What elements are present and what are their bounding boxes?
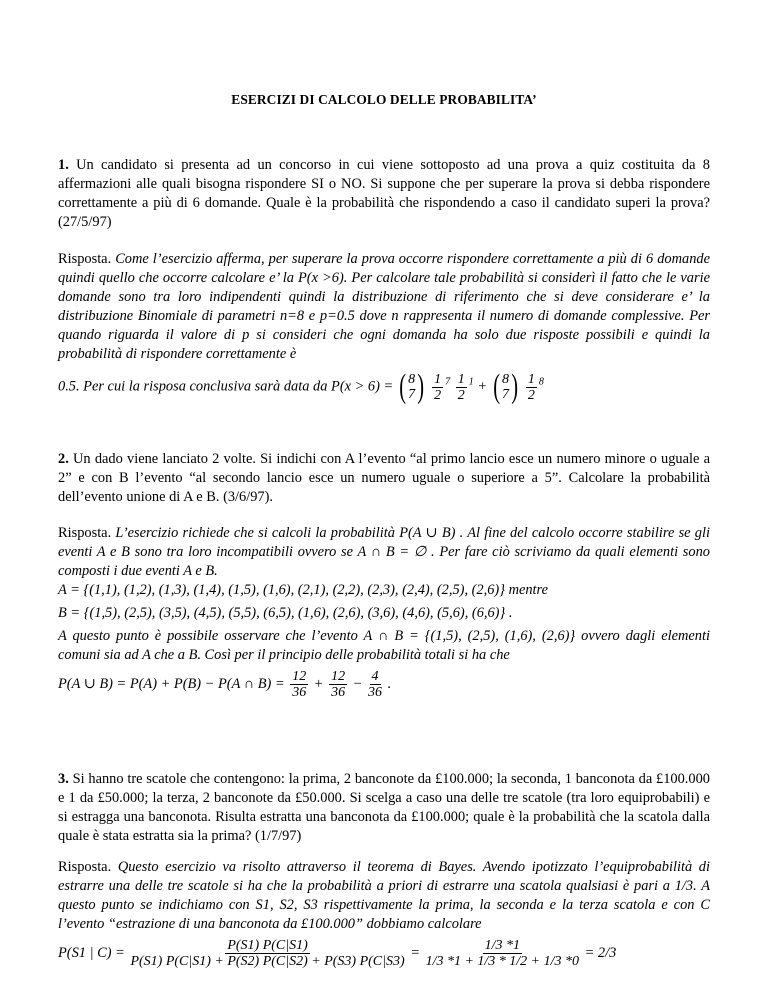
answer-conclusion: 0.5. Per cui la risposa conclusiva sarà data da — [58, 378, 328, 395]
frac-num: 12 — [292, 669, 307, 684]
answer-text-2: A questo punto è possibile osservare che l’evento A ∩ B = {(1,5), (2,5), (1,6), (2,6)} ovvero dagli elementi comuni sia ad A che a B. Così per il principio delle probabilità totali si ha che — [58, 628, 710, 663]
frac-den: 36 — [331, 685, 346, 700]
frac-num: 1 — [457, 371, 465, 387]
frac-den: 2 — [527, 387, 535, 403]
exercise-question: Un dado viene lanciato 2 volte. Si indichi con A l’evento “al primo lancio esce un numero minore o uguale a 2” e con B l’evento “al secondo lancio esce un numero uguale o superiore a 5”. Calcolare la probabilità dell’evento unione di A e B. (3/6/97). — [58, 451, 710, 505]
binom-top: 8 — [408, 372, 416, 387]
answer-text: Questo esercizio va risolto attraverso il teorema di Bayes. Avendo ipotizzato l’equiprobabilità di estrarre una delle tre scatole si ha che la probabilità a priori di estrarre una scatola qualsiasi è pari a 1/3. A questo punto se indichiamo con S1, S2, S3 rispettivamente la prima, la seconda e la terza scatola e con C l’evento “estrazione di una banconota da £100.000” dobbiamo calcolare — [58, 859, 710, 932]
binom-bottom: 7 — [501, 387, 509, 402]
exponent: 7 — [445, 376, 451, 388]
frac-den: 36 — [292, 685, 307, 700]
binomial-coefficient: ( 8 7 ) — [399, 368, 425, 405]
exercise-question: Un candidato si presenta ad un concorso in cui viene sottoposto ad una prova a quiz costituita da 8 affermazioni alle quali bisogna rispondere SI o NO. Si suppone che per superare la prova si debba rispondere correttamente a più di 6 domande. Quale è la probabilità che rispondendo a caso il candidato superi la prova? (27/5/97) — [58, 157, 710, 230]
exponent: 8 — [538, 376, 544, 388]
value-fraction — [426, 938, 579, 969]
exercise-3 — [58, 770, 710, 846]
frac-den: P(S1) P(C|S1) + P(S2) P(C|S2) + P(S3) P(C|S3) — [130, 954, 405, 969]
exercise-3-text — [58, 770, 710, 846]
exponent: 1 — [468, 376, 474, 388]
frac-num: P(S1) P(C|S1) — [227, 938, 308, 953]
binom-bottom: 7 — [408, 387, 416, 402]
fraction — [368, 669, 382, 700]
fraction — [526, 372, 537, 403]
answer-paragraph — [58, 250, 710, 364]
fraction — [432, 372, 443, 403]
plus-sign: + — [477, 378, 488, 395]
exercise-number: 2. — [58, 451, 69, 467]
bayes-fraction — [130, 938, 404, 969]
frac-num: 4 — [371, 669, 379, 684]
exercise-1-text — [58, 156, 710, 232]
set-b: B = {(1,5), (2,5), (3,5), (4,5), (5,5), (6,5), (1,6), (2,6), (3,6), (4,6), (5,6), (6,6)} . — [58, 605, 513, 621]
frac-den: 2 — [434, 387, 442, 403]
answer-paragraph — [58, 524, 710, 581]
frac-num: 1 — [434, 371, 442, 387]
fraction — [329, 669, 347, 700]
bayes-formula: P(S1 | C) = $\frac{P(S1) P(C|S1)}{P(S1) P(C|S1) + P(S2) P(C|S2) + P(S3) P(C|S3)}$ = $\frac{1/3 *1}{1/3 *1 + 1/3 * 1/2 + 1/3 *0}$ = 2/3 — [58, 938, 617, 969]
exercise-2-answer — [58, 524, 710, 700]
exercise-3-answer — [58, 858, 710, 969]
frac-den: 2 — [457, 387, 465, 403]
frac-den: 1/3 *1 + 1/3 * 1/2 + 1/3 *0 — [425, 954, 580, 969]
binom-top: 8 — [501, 372, 509, 387]
answer-text: Come l’esercizio afferma, per superare la prova occorre rispondere correttamente a più di 6 domande quindi quello che occorre calcolare e’ la P(x >6). Per calcolare tale probabilità si considerì il fatto che le varie domande sono tra loro indipendenti quindi la distribuzione di riferimento che si deve considerare e’ la distribuzione Binomiale di parametri n=8 e p=0.5 dove n rappresenta il numero di domande complessive. Per quando riguarda il valore di p si consideri che ogni domanda ha solo due risposte possibili e quindi la probabilità di rispondere correttamente è — [58, 251, 710, 362]
frac-num: 12 — [331, 669, 346, 684]
answer-paragraph — [58, 858, 710, 934]
exercise-1 — [58, 156, 710, 232]
binomial-coefficient: ( 8 7 ) — [492, 368, 519, 405]
fraction — [290, 669, 308, 700]
formula-lhs: P(x > 6) = — [331, 378, 394, 395]
set-a: A = {(1,1), (1,2), (1,3), (1,4), (1,5), (1,6), (2,1), (2,2), (2,3), (2,4), (2,5), (2,6)} mentre — [58, 582, 548, 598]
frac-den: 36 — [368, 685, 383, 700]
exercise-1-answer — [58, 250, 710, 404]
answer-text: L’esercizio richiede che si calcoli la probabilità P(A ∪ B) . Al fine del calcolo occorre stabilire se gli eventi A e B sono tra loro incompatibili ovvero se A ∩ B = ∅ . Per fare ciò scriviamo da quali elementi sono composti i due eventi A e B. — [58, 525, 710, 579]
page-title: ESERCIZI DI CALCOLO DELLE PROBABILITA’ — [231, 92, 537, 107]
fraction — [456, 372, 467, 403]
answer-label: Risposta. — [58, 525, 112, 541]
bayes-lhs: P(S1 | C) = — [58, 944, 125, 961]
result: 2/3 — [597, 944, 617, 961]
union-formula: P(A ∪ B) = P(A) + P(B) − P(A ∩ B) = $\frac{12}{36}$ + $\frac{12}{36}$ − $\frac{4}{36}$ . — [58, 669, 392, 700]
frac-num: 1/3 *1 — [484, 938, 520, 953]
exercise-2 — [58, 450, 710, 507]
exercise-number: 3. — [58, 771, 69, 787]
answer-label: Risposta. — [58, 251, 112, 267]
answer-formula-line — [58, 370, 710, 404]
frac-num: 1 — [527, 371, 535, 387]
exercise-number: 1. — [58, 157, 69, 173]
exercise-2-text — [58, 450, 710, 507]
exercise-question: Si hanno tre scatole che contengono: la prima, 2 banconote da £100.000; la seconda, 1 banconota da £100.000 e 1 da £50.000; la terza, 2 banconote da £50.000. Si scelga a caso una delle tre scatole (tra loro equiprobabili) e si estragga una banconota. Risulta estratta una banconota da £100.000; quale è la probabilità che la scatola dalla quale è stata estratta sia la prima? (1/7/97) — [58, 771, 710, 844]
answer-label: Risposta. — [58, 859, 112, 875]
union-lhs: P(A ∪ B) = P(A) + P(B) − P(A ∩ B) = — [58, 675, 285, 692]
